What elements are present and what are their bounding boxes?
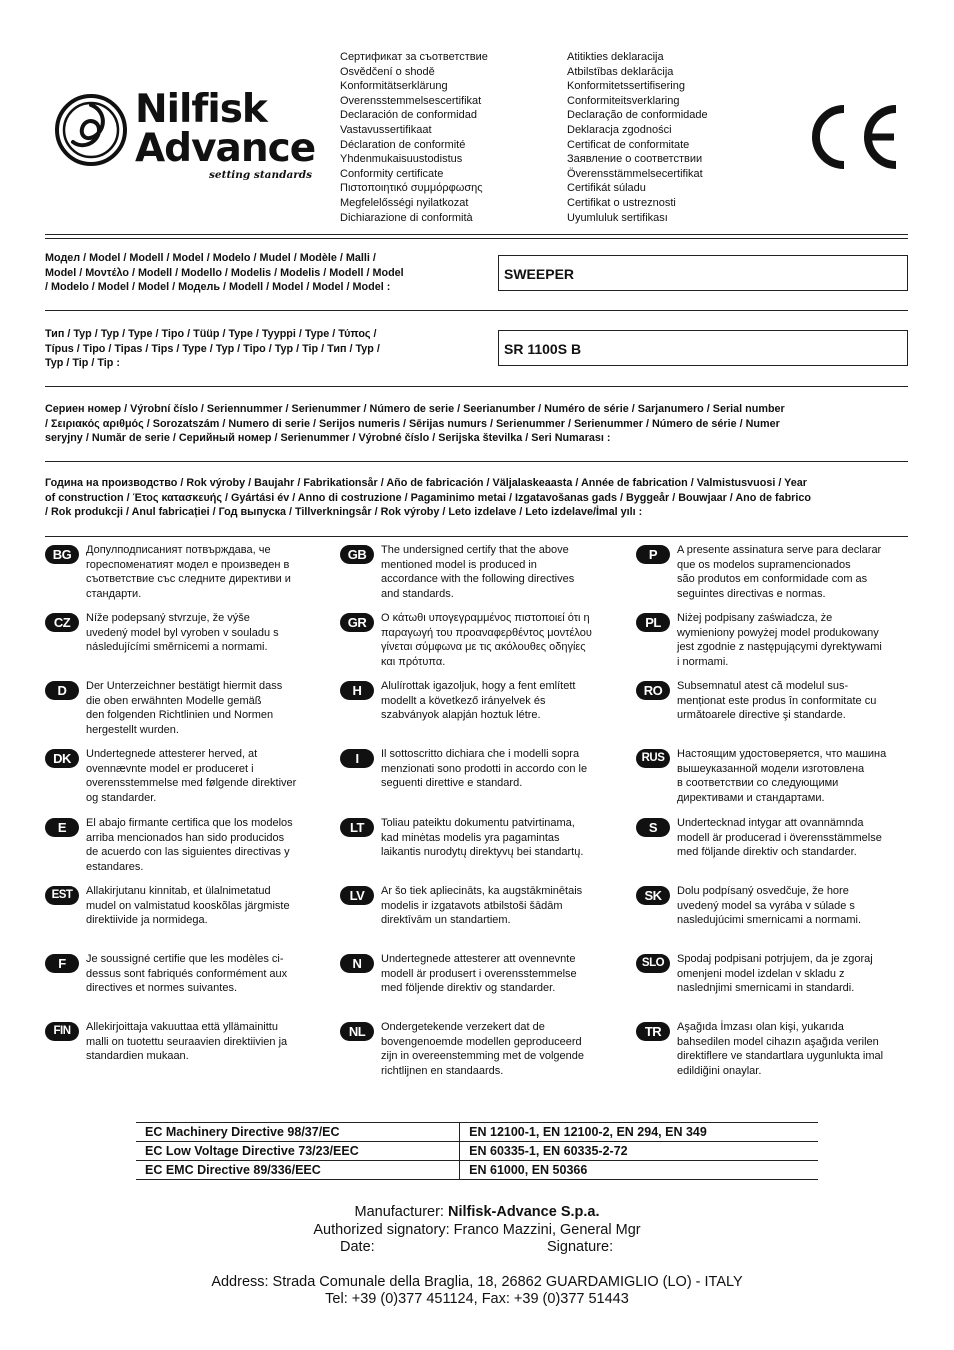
logo-line-2: Advance [135, 126, 316, 171]
cert-title: Konformitätserklärung [340, 80, 448, 93]
country-badge: FIN [45, 1022, 79, 1041]
declaration-line: uvedený model byl vyroben v souladu s [86, 626, 279, 639]
declaration-text [86, 543, 326, 601]
declaration-line: arriba mencionados han sido producidos [86, 831, 285, 844]
declaration-line: direktiivide ja normidega. [86, 914, 208, 927]
divider [45, 386, 908, 387]
cert-title: Πιστοποιητικό συμμόρφωσης [340, 182, 483, 195]
declaration-text [86, 611, 326, 655]
type-value: SR 1100S B [498, 330, 908, 366]
declaration-line: seguintes directivas e normas. [677, 587, 826, 600]
type-label-line: Typ / Tip / Tip : [45, 357, 120, 370]
country-badge: NL [340, 1022, 374, 1041]
declaration-line: стандарти. [86, 587, 142, 600]
declaration-text [677, 543, 917, 601]
declaration-line: Undertegnede attesterer att ovennevnte [381, 953, 576, 965]
declaration-line: Undertecknad intygar att ovannämnda [677, 817, 864, 829]
type-label-line: Típus / Tipo / Tipas / Tips / Type / Typ / Tipo / Typ / Tip / Тип / Typ / [45, 342, 380, 355]
manufacturer-name: Nilfisk-Advance S.p.a. [448, 1204, 600, 1220]
declaration-text [86, 679, 326, 737]
cert-title: Dichiarazione di conformità [340, 211, 473, 224]
signatory-line: Authorized signatory: Franco Mazzini, General Mgr [313, 1222, 641, 1238]
cert-title: Certifikat o ustreznosti [567, 196, 676, 209]
declaration-text [381, 679, 621, 723]
cert-title: Declaración de conformidad [340, 109, 477, 122]
type-label [45, 327, 485, 371]
declaration-line: wymieniony powyżej model produkowany [677, 626, 879, 639]
declaration-text [381, 611, 621, 669]
logo-wordmark [135, 87, 316, 171]
declaration-line: kad minėtas modelis yra pagamintas [381, 831, 560, 844]
declaration-line: Toliau pateiktu dokumentu patvirtinama, [381, 817, 575, 829]
country-badge: PL [636, 613, 670, 632]
declaration-line: direktīvām un standartiem. [381, 914, 511, 927]
declaration-line: i normami. [677, 655, 729, 668]
declaration-text [86, 747, 326, 805]
cert-titles-right [567, 50, 708, 225]
declaration-line: standardien mukaan. [86, 1050, 189, 1063]
table-row [136, 1161, 818, 1180]
declaration-text [677, 679, 917, 723]
declaration-line: Ar šo tiek apliecināts, ka augstākminētais [381, 885, 583, 897]
declaration-line: bovengenoemde modellen geproduceerd [381, 1035, 582, 1048]
manufacturer-line [0, 1203, 954, 1221]
country-badge: LT [340, 818, 374, 837]
country-badge: RO [636, 681, 670, 700]
country-badge: D [45, 681, 79, 700]
declaration-line: Допулподписаният потвърждава, че [86, 544, 271, 556]
date-label: Date: [340, 1239, 375, 1255]
country-badge: CZ [45, 613, 79, 632]
divider [45, 461, 908, 462]
country-badge: H [340, 681, 374, 700]
cert-title: Заявление о соответствии [567, 153, 703, 166]
declaration-line: Níže podepsaný stvrzuje, že výše [86, 612, 250, 624]
signature-label: Signature: [547, 1239, 614, 1255]
declaration-line: Allakirjutanu kinnitab, et ülalnimetatud [86, 885, 271, 897]
model-value: SWEEPER [498, 255, 908, 291]
cert-title: Deklaracja zgodności [567, 123, 672, 136]
declaration-line: Alulírottak igazoljuk, hogy a fent említett [381, 680, 576, 692]
declaration-line: modellt a következő irányelvek és [381, 694, 546, 707]
declaration-text [677, 611, 917, 669]
directive-cell: EC Machinery Directive 98/37/EC [136, 1123, 460, 1142]
declaration-line: modell är produsert i overensstemmelse [381, 967, 577, 980]
cert-title: Uyumluluk sertifikası [567, 211, 668, 224]
declaration-line: Ο κάτωθι υπογεγραμμένος πιστοποιεί ότι η [381, 612, 590, 624]
standards-cell: EN 60335-1, EN 60335-2-72 [460, 1142, 818, 1161]
declaration-line: omenjeni model izdelan v skladu z [677, 967, 845, 980]
serial-label-line: seryjny / Număr de serie / Серийный номер / Serienummer / Výrobné číslo / Serijska številka / Seri Numarası : [45, 432, 611, 445]
directives-table [136, 1122, 818, 1180]
declaration-text [86, 884, 326, 928]
declaration-line: menționat este produs în conformitate cu [677, 694, 877, 707]
declaration-line: den folgenden Richtlinien und Normen [86, 709, 274, 722]
model-label-line: Модел / Model / Modell / Model / Modelo / Mudel / Modèle / Malli / [45, 252, 376, 264]
country-badge: E [45, 818, 79, 837]
declaration-line: вышеуказанной модели изготовлена [677, 762, 865, 775]
declaration-line: Dolu podpísaný osvedčuje, že hore [677, 885, 849, 897]
declaration-line: директивами и стандартами. [677, 791, 825, 804]
cert-title: Yhdenmukaisuustodistus [340, 153, 463, 166]
declaration-line: zijn in overeenstemming met de volgende [381, 1050, 585, 1063]
declaration-text [381, 952, 621, 996]
declaration-line: The undersigned certify that the above [381, 544, 569, 556]
country-badge: GB [340, 545, 374, 564]
country-badge: P [636, 545, 670, 564]
declaration-text [677, 816, 917, 860]
declaration-line: γίνεται σύμφωνα με τις ακόλουθες οδηγίες [381, 641, 586, 654]
model-label-line: / Modelo / Model / Model / Модель / Modell / Model / Model / Model : [45, 281, 391, 294]
declaration-line: nasledujúcimi smernicami a normami. [677, 914, 862, 927]
divider [45, 536, 908, 537]
year-label-line: / Rok produkcji / Anul fabricației / Год выпуска / Tillverkningsår / Rok výroby / Leto izdelave / Leto izdelave/İmal yılı : [45, 506, 643, 519]
logo-emblem-icon [55, 90, 127, 190]
declaration-line: laikantis nurodytų direktyvų bei standartų. [381, 846, 584, 859]
cert-title: Megfelelősségi nyilatkozat [340, 196, 469, 209]
serial-label [45, 402, 900, 446]
declaration-line: overensstemmelse med følgende direktiver [86, 777, 297, 790]
country-badge: S [636, 818, 670, 837]
divider [45, 310, 908, 311]
declaration-line: direktiflere ve standartlara uygunlukta imal [677, 1050, 884, 1063]
cert-titles-left [340, 50, 488, 225]
declaration-line: Настоящим удостоверяется, что машина [677, 748, 887, 760]
declaration-line: modell är producerad i överensstämmelse [677, 831, 882, 844]
country-badge: EST [45, 886, 79, 905]
declaration-line: szabványok alapján hoztuk létre. [381, 709, 541, 722]
phone-line: Tel: +39 (0)377 451124, Fax: +39 (0)377 51443 [325, 1291, 629, 1307]
standards-cell: EN 61000, EN 50366 [460, 1161, 818, 1180]
declaration-line: mudel on valmistatud kooskõlas järgmiste [86, 899, 290, 912]
declaration-line: são produtos em conformidade com as [677, 573, 868, 586]
declaration-line: de acuerdo con las siguientes directivas y [86, 846, 290, 859]
logo-tagline: setting standards [209, 169, 313, 181]
declaration-line: Aşağıda İmzası olan kişi, yukarıda [677, 1021, 844, 1033]
declaration-text [381, 1020, 621, 1078]
declaration-line: edildiğini onaylar. [677, 1064, 762, 1077]
declaration-line: and standards. [381, 587, 454, 600]
declaration-text [677, 1020, 917, 1078]
declaration-line: seguenti direttive e standard. [381, 777, 523, 790]
declaration-line: dessus sont fabriqués conformément aux [86, 967, 288, 980]
type-label-line: Тип / Typ / Typ / Type / Tipo / Tüüp / Type / Tyyppi / Type / Τύπος / [45, 328, 377, 340]
cert-title: Certifikát súladu [567, 182, 646, 195]
country-badge: SK [636, 886, 670, 905]
country-badge: GR [340, 613, 374, 632]
cert-title: Déclaration de conformité [340, 138, 466, 151]
declaration-line: Allekirjoittaja vakuuttaa että yllämainittu [86, 1021, 278, 1033]
declaration-line: Il sottoscritto dichiara che i modelli sopra [381, 748, 580, 760]
declaration-line: El abajo firmante certifica que los modelos [86, 817, 293, 829]
declaration-text [86, 816, 326, 874]
ce-mark-icon [804, 103, 900, 171]
declaration-line: malli on tuotettu seuraavien direktiivien ja [86, 1035, 288, 1048]
table-row [136, 1123, 818, 1142]
country-badge: BG [45, 545, 79, 564]
declaration-line: directives et normes suivantes. [86, 982, 238, 995]
cert-title: Сертификат за съответствие [340, 51, 488, 63]
declaration-text [677, 747, 917, 805]
declaration-line: estandares. [86, 860, 144, 873]
cert-title: Vastavussertifikaat [340, 123, 432, 136]
year-label-line: of construction / Έτος κατασκευής / Gyártási év / Anno di costruzione / Pagaminimo metai / Izgatavošanas gads / Byggeår / Bouwjaar / Ano de fabrico [45, 491, 811, 504]
country-badge: RUS [636, 749, 670, 768]
model-label-line: Model / Μοντέλο / Modell / Modello / Modelis / Modelis / Modell / Model [45, 266, 404, 279]
country-badge: LV [340, 886, 374, 905]
declaration-line: ovennævnte model er produceret i [86, 762, 254, 775]
cert-title: Osvědčení o shodě [340, 65, 435, 78]
model-label [45, 251, 485, 295]
cert-title: Conformiteitsverklaring [567, 94, 680, 107]
declaration-line: в соответствии со следующими [677, 777, 839, 790]
declaration-line: Je soussigné certifie que les modèles ci- [86, 953, 284, 965]
declaration-line: Undertegnede attesterer herved, at [86, 748, 258, 760]
country-badge: SLO [636, 954, 670, 973]
declaration-line: naslednjimi smernicami in standardi. [677, 982, 855, 995]
declaration-line: richtlijnen en standaards. [381, 1064, 504, 1077]
declaration-line: Spodaj podpisani potrjujem, da je zgoraj [677, 953, 873, 965]
declaration-line: A presente assinatura serve para declarar [677, 544, 882, 556]
cert-title: Överensstämmelsecertifikat [567, 167, 703, 180]
serial-label-line: Сериен номер / Výrobní číslo / Seriennummer / Serienummer / Número de serie / Seerianumber / Numéro de série / Sarjanumero / Serial number [45, 403, 785, 415]
declaration-line: uvedený model sa vyrába v súlade s [677, 899, 855, 912]
cert-title: Konformitetssertifisering [567, 80, 685, 93]
declaration-line: urmǎtoarele directive şi standarde. [677, 709, 846, 722]
declaration-line: jest zgodnie z następującymi dyrektywami [677, 641, 882, 654]
country-badge: F [45, 954, 79, 973]
table-row [136, 1142, 818, 1161]
declaration-text [86, 952, 326, 996]
declaration-text [381, 543, 621, 601]
declaration-text [677, 884, 917, 928]
serial-label-line: / Σειριακός αριθμός / Sorozatszám / Numero di serie / Serijos numeris / Sērijas numurs / Serienummer / Serienummer / Número de série / Numer [45, 417, 780, 430]
declaration-text [381, 884, 621, 928]
standards-cell: EN 12100-1, EN 12100-2, EN 294, EN 349 [460, 1123, 818, 1142]
declaration-line: και πρότυπα. [381, 655, 446, 668]
country-badge: TR [636, 1022, 670, 1041]
declaration-line: og standarder. [86, 791, 157, 804]
cert-title: Certificat de conformitate [567, 138, 690, 151]
cert-title: Atitikties deklaracija [567, 51, 664, 63]
declaration-line: съответствие със следните директиви и [86, 573, 291, 586]
declaration-line: med följande direktiv och standarder. [677, 846, 857, 859]
declaration-line: que os modelos supramencionados [677, 558, 851, 571]
declaration-line: hergestellt wurden. [86, 723, 179, 736]
declaration-line: die oben erwähnten Modelle gemäß [86, 694, 262, 707]
country-badge: I [340, 749, 374, 768]
company-logo [55, 88, 315, 188]
declaration-text [86, 1020, 326, 1064]
manufacturer-label: Manufacturer: [354, 1204, 444, 1220]
country-badge: N [340, 954, 374, 973]
declaration-line: παραγωγή του προαναφερθέντος μοντέλου [381, 626, 592, 639]
declaration-line: accordance with the following directives [381, 573, 575, 586]
address-line: Address: Strada Comunale della Braglia, 18, 26862 GUARDAMIGLIO (LO) - ITALY [211, 1274, 743, 1290]
declaration-text [677, 952, 917, 996]
header-divider [45, 234, 908, 239]
declaration-line: Der Unterzeichner bestätigt hiermit dass [86, 680, 283, 692]
declaration-line: Niżej podpisany zaświadcza, że [677, 612, 833, 624]
cert-title: Declaração de conformidade [567, 109, 708, 122]
directive-cell: EC Low Voltage Directive 73/23/EEC [136, 1142, 460, 1161]
logo-line-1: Nilfisk [135, 87, 267, 132]
cert-title: Overensstemmelsescertifikat [340, 94, 482, 107]
declaration-line: Subsemnatul atest că modelul sus- [677, 680, 849, 692]
declaration-line: modelis ir izgatavots atbilstoši šādām [381, 899, 563, 912]
declaration-line: následujícími směrnicemi a normami. [86, 641, 268, 654]
declaration-line: bahsedilen model cihazın aşağıda verilen [677, 1035, 879, 1048]
declaration-line: гореспоменатият модел е произведен в [86, 558, 290, 571]
year-label [45, 476, 900, 520]
directive-cell: EC EMC Directive 89/336/EEC [136, 1161, 460, 1180]
declaration-line: menzionati sono prodotti in accordo con le [381, 762, 588, 775]
declaration-line: Ondergetekende verzekert dat de [381, 1021, 545, 1033]
declaration-line: mentioned model is produced in [381, 558, 537, 571]
year-label-line: Година на производство / Rok výroby / Baujahr / Fabrikationsår / Año de fabricación / Väljalaskeaasta / Année de fabrication / Valmistusvuosi / Year [45, 477, 807, 489]
cert-title: Atbilstības deklarācija [567, 65, 674, 78]
declaration-line: med följende direktiv og standarder. [381, 982, 556, 995]
cert-title: Conformity certificate [340, 167, 444, 180]
declaration-text [381, 747, 621, 791]
declaration-text [381, 816, 621, 860]
country-badge: DK [45, 749, 79, 768]
